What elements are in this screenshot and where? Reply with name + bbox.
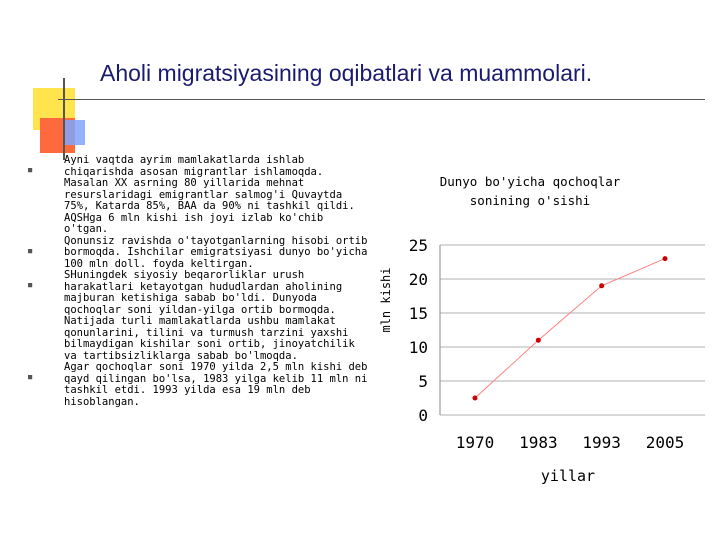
- x-tick-label: 1993: [582, 433, 621, 452]
- bullet-marker-icon: ■: [28, 281, 33, 289]
- bullet-marker-icon: ■: [28, 373, 33, 381]
- bullet-text: Qonunsiz ravishda o'tayotganlarning hisobi ortib bormoqda. Ishchilar emigratsiyasi dunyo bo'yicha 100 mln doll. foyda keltirgan.: [64, 234, 368, 270]
- data-point-marker: [599, 283, 604, 288]
- series-line: [475, 259, 665, 398]
- bullet-marker-icon: ■: [28, 166, 33, 174]
- bullet-text: Agar qochoqlar soni 1970 yilda 2,5 mln kishi deb qayd qilingan bo'lsa, 1983 yilga kelib 11 mln ni tashkil etdi. 1993 yilda esa 19 mln deb hisoblangan.: [64, 361, 368, 408]
- x-axis-label: yillar: [540, 467, 596, 485]
- chart-title: Dunyo bo'yicha qochoqlar sonining o'sishi: [439, 174, 621, 208]
- y-tick-label: 20: [408, 270, 428, 289]
- x-tick-label: 1983: [519, 433, 558, 452]
- x-tick-label: 1970: [455, 433, 495, 452]
- y-tick-label: 0: [418, 406, 428, 425]
- x-tick-label: 2005: [645, 433, 685, 452]
- slide-title: Aholi migratsiyasining oqibatlari va muammolari.: [100, 60, 593, 86]
- y-tick-label: 10: [408, 338, 428, 357]
- y-tick-label: 15: [408, 304, 428, 323]
- y-tick-label: 5: [418, 372, 428, 391]
- bullet-marker-icon: ■: [28, 246, 33, 255]
- bullet-text: Ayni vaqtda ayrim mamlakatlarda ishlab chiqarishda asosan migrantlar ishlamoqda. Masalan XX asrning 80 yillarida mehnat resurslaridagi emigrantlar salmog'i Quvaytda 75%, Katarda 85%, BAA da 90% ni tashkil qildi. AQSHga 6 mln kishi ish joyi izlab ko'chib o'tgan.: [64, 154, 355, 235]
- bullet-text: SHuningdek siyosiy beqarorliklar urush harakatlari ketayotgan hududlardan aholining majburan ketishiga sabab bo'ldi. Dunyoda qochoqlar soni yildan-yilga ortib bormoqda. Natijada turli mamlakatlarda ushbu mamlakat qonunlarini, tilini va turmush tarzini yaxshi bilmaydigan kishilar soni ortib, jinoyatchilik va tartibsizliklarga sabab bo'lmoqda.: [64, 269, 355, 362]
- data-point-marker: [663, 256, 668, 261]
- data-point-marker: [473, 396, 478, 401]
- y-axis-label: mln kishi: [379, 267, 393, 333]
- data-point-marker: [536, 338, 541, 343]
- y-tick-label: 25: [408, 236, 428, 255]
